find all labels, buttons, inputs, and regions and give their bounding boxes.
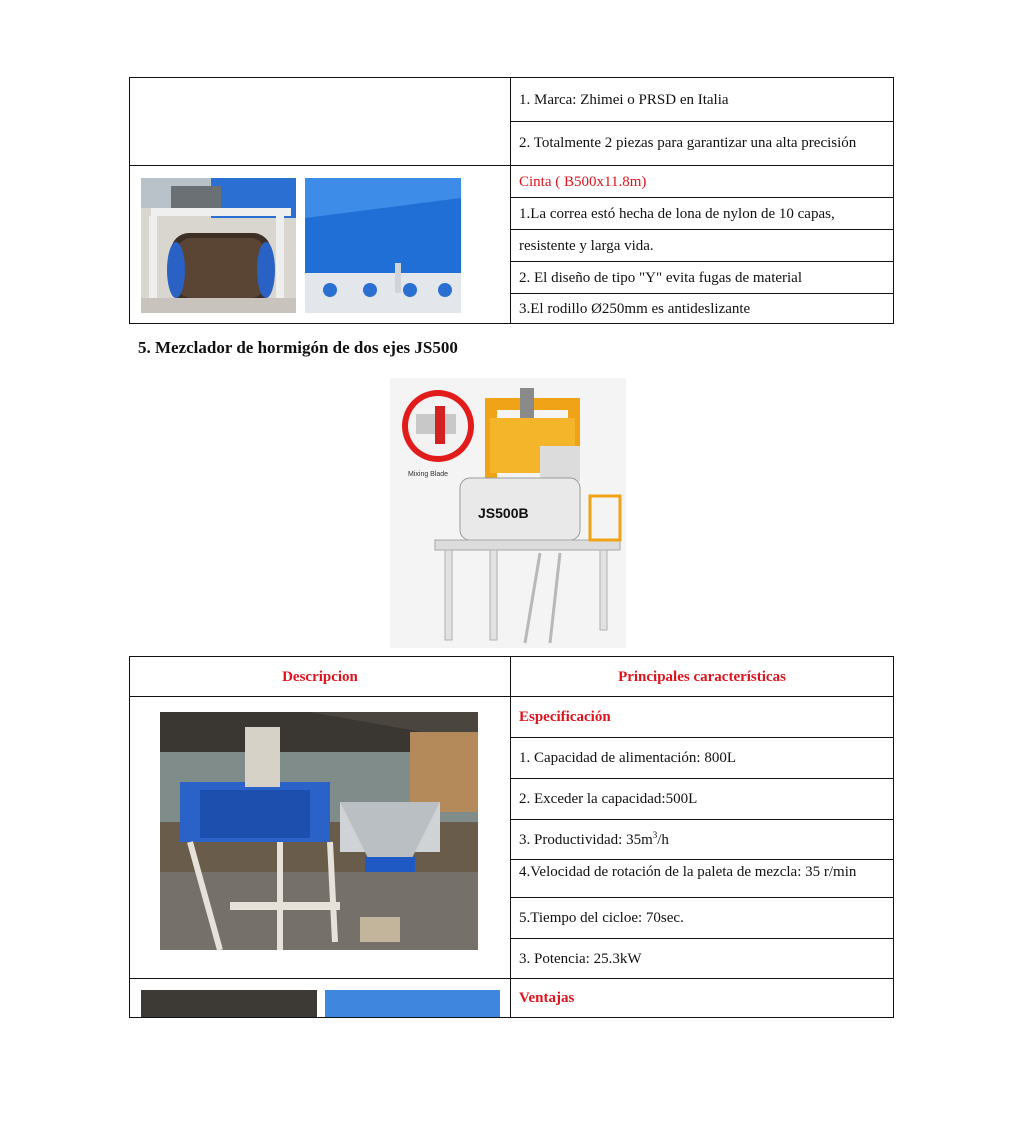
belt-material-row: 1.La correa estó hecha de lona de nylon de 10 capas, [511,198,894,230]
belt-design-row: 2. El diseño de tipo "Y" evita fugas de material [511,262,894,294]
belt-hopper-photo [305,178,461,313]
belt-durability-row: resistente y larga vida. [511,230,894,262]
pieces-row: 2. Totalmente 2 piezas para garantizar una alta precisión [511,122,894,166]
mixer-photo-cell [130,697,511,979]
belt-roller-row: 3.El rodillo Ø250mm es antideslizante [511,294,894,324]
spec-row-3-suffix: /h [657,831,669,848]
mixer-site-photo [160,712,478,950]
spec-title: Especificación [511,697,894,738]
advantages-photo-left [141,990,317,1018]
belt-photos-cell [130,166,511,324]
model-label: JS500B [478,505,529,521]
belt-title: Cinta ( B500x11.8m) [511,166,894,198]
spec-row-4-text: 4.Velocidad de rotación de la paleta de mezcla: 35 r/min [519,864,857,880]
mixer-spec-table [129,656,894,1018]
spec-row-3-sup: 3 [652,829,658,840]
mixing-blade-label: Mixing Blade [408,471,449,478]
empty-cell [130,78,511,166]
advantages-title: Ventajas [511,979,894,1018]
features-header: Principales características [511,657,894,697]
section-heading: 5. Mezclador de hormigón de dos ejes JS500 [138,338,458,357]
spec-row-6: 3. Potencia: 25.3kW [511,939,894,979]
spec-row-2: 2. Exceder la capacidad:500L [511,779,894,820]
belt-conveyor-photo [141,178,296,313]
spec-row-3-text: 3. Productividad: 35m [519,831,653,848]
spec-row-4 [511,860,894,898]
belt-spec-table [129,77,894,324]
description-header: Descripcion [130,657,511,697]
advantages-photo-cell [130,979,511,1018]
spec-row-1: 1. Capacidad de alimentación: 800L [511,738,894,779]
spec-row-3 [511,820,894,860]
spec-row-5: 5.Tiempo del cicloe: 70sec. [511,898,894,939]
mixer-diagram [390,378,626,648]
advantages-photo-right [325,990,500,1018]
brand-row: 1. Marca: Zhimei o PRSD en Italia [511,78,894,122]
